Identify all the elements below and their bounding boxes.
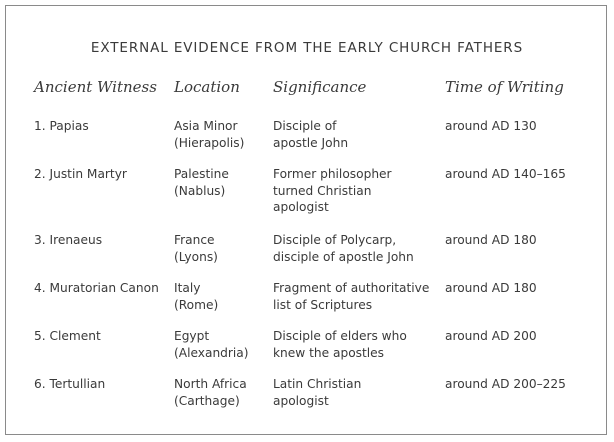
- significance-line: list of Scriptures: [273, 297, 373, 312]
- location-line: (Rome): [174, 297, 219, 312]
- significance-line: Disciple of: [273, 119, 337, 133]
- location-line: (Alexandria): [174, 345, 249, 360]
- significance-line: Fragment of authoritative: [273, 281, 430, 295]
- significance-line: turned Christian: [273, 183, 372, 198]
- cell-time: around AD 180: [445, 233, 537, 247]
- cell-witness: 3. Irenaeus: [34, 233, 103, 247]
- significance-line: Disciple of Polycarp,: [273, 233, 397, 247]
- cell-significance: [273, 376, 361, 409]
- cell-time: around AD 180: [445, 281, 537, 295]
- location-line: (Carthage): [174, 393, 240, 408]
- significance-line: knew the apostles: [273, 345, 385, 360]
- cell-location: [174, 166, 229, 199]
- table-header-row: [34, 78, 594, 114]
- cell-significance: [273, 232, 414, 265]
- cell-significance: [273, 280, 429, 313]
- header-location: Location: [174, 78, 240, 96]
- location-line: North Africa: [174, 377, 247, 391]
- significance-line: apostle John: [273, 135, 349, 150]
- header-ancient-witness: Ancient Witness: [34, 78, 157, 96]
- significance-line: disciple of apostle John: [273, 249, 414, 264]
- header-time-of-writing: Time of Writing: [445, 78, 564, 96]
- cell-location: [174, 118, 244, 151]
- cell-witness: 1. Papias: [34, 119, 89, 133]
- cell-location: [174, 232, 218, 265]
- significance-line: Former philosopher: [273, 167, 392, 181]
- cell-time: around AD 130: [445, 119, 537, 133]
- cell-location: [174, 376, 247, 409]
- location-line: Palestine: [174, 167, 229, 181]
- significance-line: Latin Christian: [273, 377, 362, 391]
- cell-witness: 4. Muratorian Canon: [34, 281, 159, 295]
- cell-location: [174, 280, 218, 313]
- significance-line: apologist: [273, 200, 329, 214]
- cell-location: [174, 328, 249, 361]
- table-title: EXTERNAL EVIDENCE FROM THE EARLY CHURCH FATHERS: [90, 40, 524, 56]
- significance-line: Disciple of elders who: [273, 329, 407, 343]
- witness-table: [34, 78, 594, 408]
- table-frame: [5, 5, 607, 435]
- location-line: France: [174, 233, 215, 247]
- location-line: Asia Minor: [174, 119, 238, 133]
- location-line: (Nablus): [174, 183, 226, 198]
- significance-line: apologist: [273, 393, 329, 408]
- location-line: (Hierapolis): [174, 135, 245, 150]
- cell-witness: 5. Clement: [34, 329, 101, 343]
- cell-witness: 2. Justin Martyr: [34, 167, 127, 181]
- cell-time: around AD 200–225: [445, 377, 566, 391]
- location-line: Egypt: [174, 329, 210, 343]
- cell-time: around AD 200: [445, 329, 537, 343]
- cell-significance: [273, 166, 392, 216]
- location-line: Italy: [174, 281, 201, 295]
- cell-significance: [273, 118, 348, 151]
- cell-witness: 6. Tertullian: [34, 377, 106, 391]
- cell-significance: [273, 328, 407, 361]
- header-significance: Significance: [273, 78, 367, 96]
- cell-time: around AD 140–165: [445, 167, 566, 181]
- location-line: (Lyons): [174, 249, 218, 264]
